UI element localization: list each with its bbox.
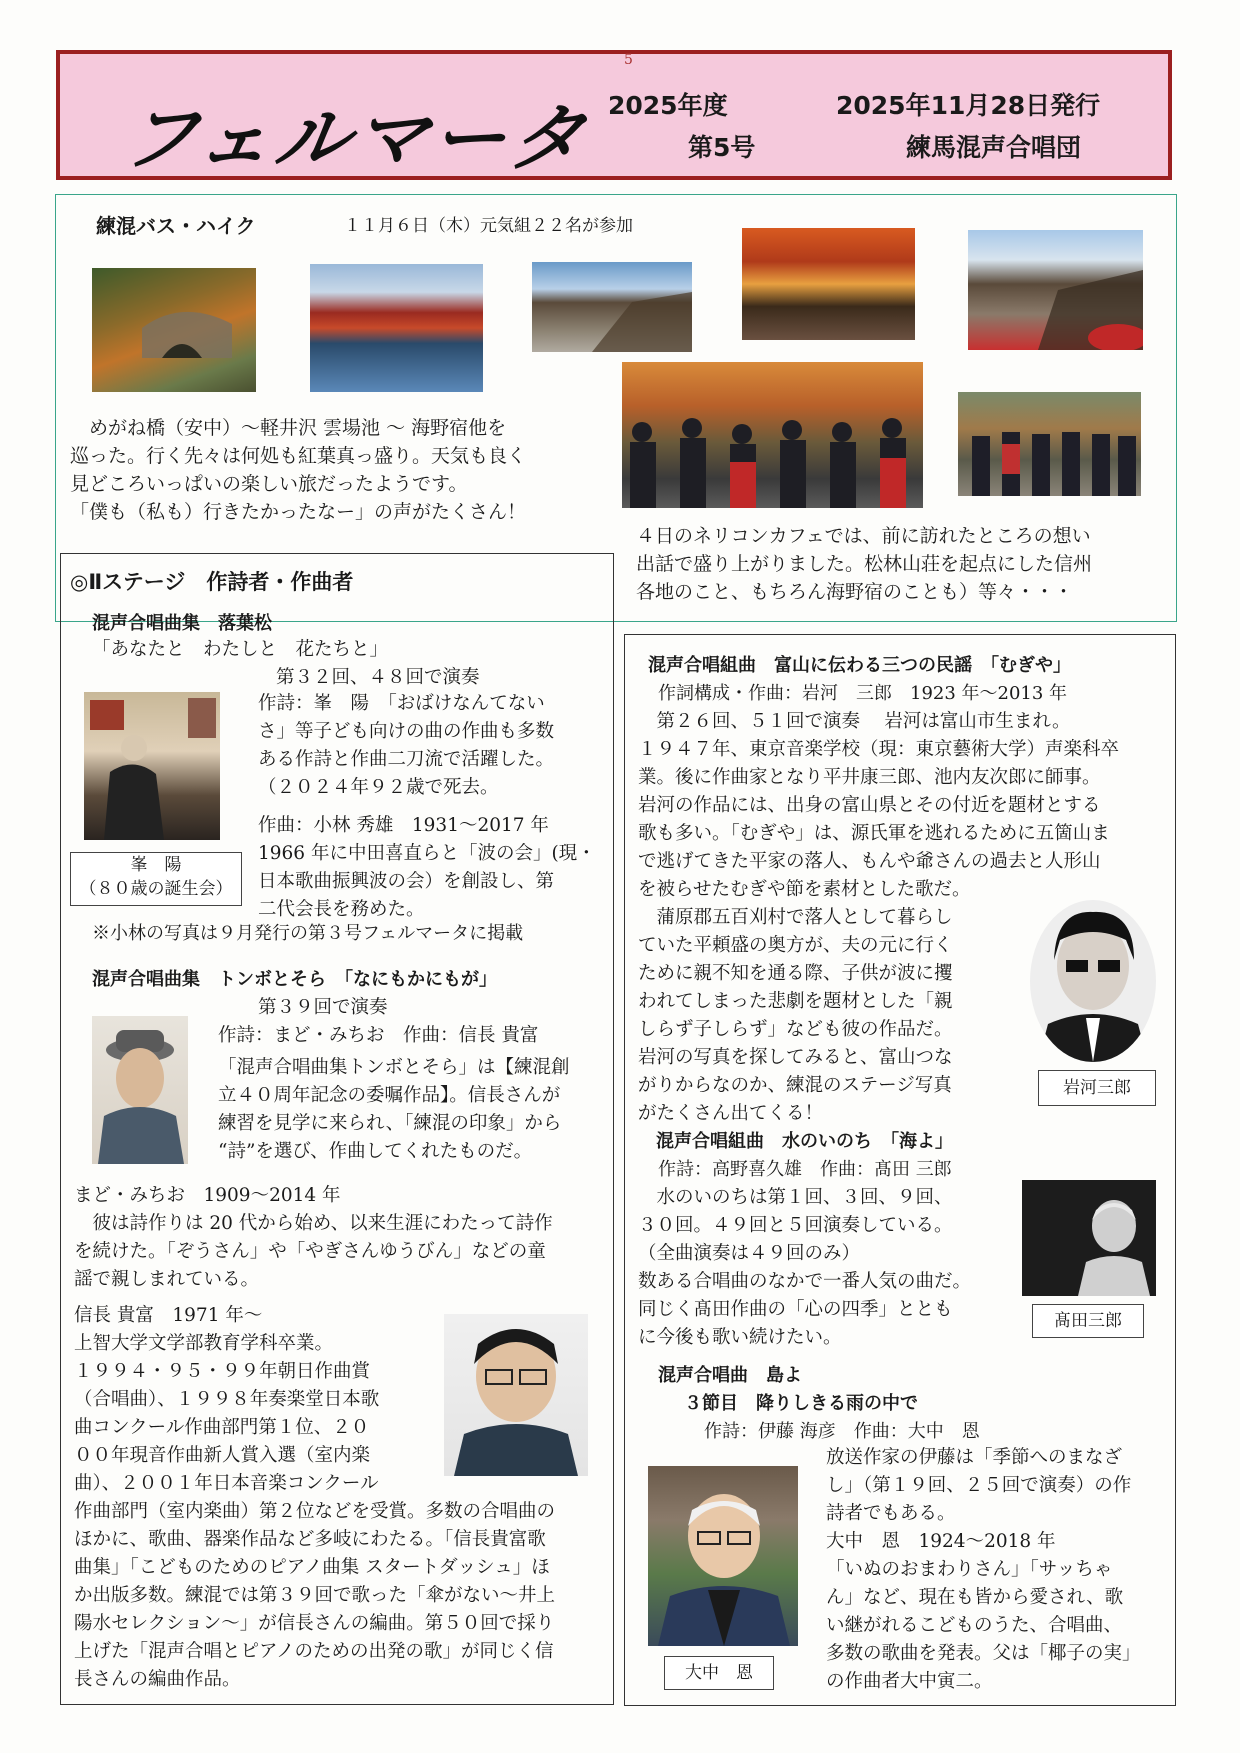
text-line: われてしまった悲劇を題材とした「親 xyxy=(638,991,953,1012)
karamatsu-performed: 第３２回、４８回で演奏 xyxy=(276,667,480,688)
mine-yo-photo xyxy=(84,692,220,840)
text-line: 各地のこと、もちろん海野宿のことも）等々・・・ xyxy=(636,581,1074,603)
text-line: （２０２４年９２歳で死去。 xyxy=(258,777,499,798)
section-title: ◎Ⅱステージ 作詩者・作曲者 xyxy=(70,570,354,594)
text-line: 数ある合唱曲のなかで一番人気の曲だ。 xyxy=(638,1271,972,1292)
text-line: 曲コンクール作曲部門第１位、２０ xyxy=(74,1417,370,1438)
text-line: ００年現音作曲新人賞入選（室内楽 xyxy=(74,1445,371,1466)
text-line: 作曲：小林 秀雄 1931～2017 年 xyxy=(258,815,549,836)
shima-text xyxy=(826,1444,1141,1696)
text-line: 岩河の作品には、出身の富山県とその付近を題材とする xyxy=(638,795,1101,816)
text-line: 日本歌曲振興波の会）を創設し、第 xyxy=(258,871,555,892)
karamatsu-title: 混声合唱曲集 落葉松 xyxy=(92,613,272,634)
text-line: 上げた「混声合唱とピアノのための出発の歌」が同じく信 xyxy=(74,1641,554,1662)
text-line: ３０回。４９回と５回演奏している。 xyxy=(638,1215,953,1236)
bus-hike-subtitle: １１月６日（木）元気組２２名が参加 xyxy=(344,216,633,236)
mizu-credits: 作詩：高野喜久雄 作曲：髙田 三郎 xyxy=(658,1159,952,1180)
publish-date: 2025年11月28日発行 xyxy=(836,91,1101,120)
text-line: ん」など、現在も皆から愛され、歌 xyxy=(826,1587,1124,1608)
unno-juku-street-photo xyxy=(532,262,692,352)
mine-yo-caption: 峯 陽 （８０歳の誕生会） xyxy=(70,852,242,906)
text-line: がりからなのか、練混のステージ写真 xyxy=(638,1075,952,1096)
text-line: 曲）、２００１年日本音楽コンクール xyxy=(74,1473,379,1494)
text-line: まど・みちお 1909～2014 年 xyxy=(74,1185,341,1206)
text-line: 作曲部門（室内楽曲）第２位などを受賞。多数の合唱曲の xyxy=(74,1501,556,1522)
text-line: 巡った。行く先々は何処も紅葉真っ盛り。天気も良く xyxy=(70,445,527,467)
text-line: 詩者でもある。 xyxy=(826,1503,956,1524)
karamatsu-song: 「あなたと わたしと 花たちと」 xyxy=(92,639,389,660)
text-line: に今後も歌い続けたい。 xyxy=(638,1327,842,1348)
fiscal-year: 2025年度 xyxy=(608,91,728,120)
text-line: がたくさん出てくる！ xyxy=(638,1103,824,1124)
text-line: 上智大学文学部教育学科卒業。 xyxy=(74,1333,334,1354)
text-line: か出版多数。練混では第３９回で歌った「傘がない～井上 xyxy=(74,1585,556,1606)
mugiya-credits: 作詞構成・作曲：岩河 三郎 1923 年～2013 年 xyxy=(658,683,1068,704)
kumoba-pond-photo xyxy=(310,264,483,392)
tonbo-performed: 第３９回で演奏 xyxy=(258,997,388,1018)
text-line: 「混声合唱曲集トンボとそら」は【練混創 xyxy=(218,1057,570,1078)
text-line: 二代会長を務めた。 xyxy=(258,899,425,920)
group-gathering-photo xyxy=(622,362,923,508)
tonbo-text xyxy=(218,1054,570,1166)
text-line: 蒲原郡五百刈村で落人として暮らし xyxy=(638,907,953,928)
mado-michio-photo xyxy=(92,1016,188,1164)
text-line: 長さんの編曲作品。 xyxy=(74,1669,241,1690)
text-line: 出話で盛り上がりました。松林山荘を起点にした信州 xyxy=(636,553,1093,575)
text-line: ある作詩と作曲二刀流で活躍した。 xyxy=(258,749,555,770)
page-mark: 5 xyxy=(624,52,633,68)
text-line: 見どころいっぱいの楽しい旅だったようです。 xyxy=(70,473,468,495)
takata-saburo-photo xyxy=(1022,1180,1156,1296)
text-line: 1966 年に中田喜直らと「波の会」(現・ xyxy=(258,843,596,864)
mugiya-title: 混声合唱組曲 富山に伝わる三つの民謡 「むぎや」 xyxy=(648,655,1071,676)
mugiya-text-wide xyxy=(638,708,1119,904)
text-line: （合唱曲）、１９９８年奏楽堂日本歌 xyxy=(74,1389,380,1410)
onaka-megumi-photo xyxy=(648,1466,798,1646)
text-line: 水のいのちは第１回、３回、９回、 xyxy=(638,1187,953,1208)
text-line: めがね橋（安中）～軽井沢 雲場池 ～ 海野宿他を xyxy=(70,417,507,439)
text-line: “詩”を選び、作曲してくれたものだ。 xyxy=(218,1141,533,1162)
mado-michio-text xyxy=(74,1182,553,1294)
tonbo-title: 混声合唱曲集 トンボとそら 「なにもかにもが」 xyxy=(92,969,497,990)
text-line: を被らせたむぎや節を素材とした歌だ。 xyxy=(638,879,971,900)
shima-subtitle: ３節目 降りしきる雨の中で xyxy=(684,1393,918,1414)
kobayashi-note: ※小林の写真は９月発行の第３号フェルマータに掲載 xyxy=(92,923,524,944)
mizu-title: 混声合唱組曲 水のいのち 「海よ」 xyxy=(656,1131,953,1152)
text-line: 大中 恩 1924～2018 年 xyxy=(826,1531,1056,1552)
autumn-leaves-photo xyxy=(742,228,915,340)
text-line: ていた平頼盛の奥方が、夫の元に行く xyxy=(638,935,953,956)
onaka-caption: 大中 恩 xyxy=(664,1656,774,1690)
shima-title: 混声合唱曲 島よ xyxy=(658,1365,802,1386)
text-line: 練習を見学に来られ、「練混の印象」から xyxy=(218,1113,562,1134)
text-line: 「いぬのおまわりさん」「サッちゃ xyxy=(826,1559,1113,1580)
text-line: い継がれるこどものうた、合唱曲、 xyxy=(826,1615,1123,1636)
text-line: し」（第１９回、２５回で演奏）の作 xyxy=(826,1475,1132,1496)
text-line: １９９４・９５・９９年朝日作曲賞 xyxy=(74,1361,371,1382)
text-line: 作詩：峯 陽 「おばけなんてない xyxy=(258,693,545,714)
text-line: 多数の歌曲を発表。父は「椰子の実」 xyxy=(826,1643,1141,1664)
newsletter-logo: フェルマータ xyxy=(117,96,594,182)
text-line: さ」等子ども向けの曲の作曲も多数 xyxy=(258,721,555,742)
text-line: 業。後に作曲家となり平井康三郎、池内友次郎に師事。 xyxy=(638,767,1101,788)
group-photo xyxy=(958,392,1141,496)
iwakawa-saburo-photo xyxy=(1030,900,1156,1062)
choir-name: 練馬混声合唱団 xyxy=(906,133,1082,162)
mugiya-text-narrow xyxy=(638,904,953,1128)
text-line: 岩河の写真を探してみると、富山つな xyxy=(638,1047,953,1068)
text-line: 放送作家の伊藤は「季節へのまなざ xyxy=(826,1447,1123,1468)
mizu-text xyxy=(638,1184,971,1352)
text-line: 彼は詩作りは 20 代から始め、以来生涯にわたって詩作 xyxy=(74,1213,553,1234)
bus-hike-title: 練混バス・ハイク xyxy=(96,214,256,238)
text-line: 歌も多い。「むぎや」は、源氏軍を逃れるために五箇山ま xyxy=(638,823,1110,844)
megane-bridge-photo xyxy=(92,268,256,392)
text-line: の作曲者大中寅二。 xyxy=(826,1671,993,1692)
nobunaga-text-wide xyxy=(74,1498,555,1694)
text-line: １９４７年、東京音楽学校（現：東京藝術大学）声楽科卒 xyxy=(638,739,1120,760)
bus-hike-text xyxy=(70,414,526,526)
iwakawa-caption: 岩河三郎 xyxy=(1038,1070,1156,1106)
text-line: 陽水セレクション～」が信長さんの編曲。第５０回で採り xyxy=(74,1613,555,1634)
cafe-text xyxy=(636,522,1092,606)
text-line: （全曲演奏は４９回のみ） xyxy=(638,1243,861,1264)
text-line: 謡で親しまれている。 xyxy=(74,1269,260,1290)
text-line: 「僕も（私も）行きたかったなー」の声がたくさん！ xyxy=(70,501,527,523)
takata-caption: 髙田三郎 xyxy=(1032,1304,1144,1338)
text-line: で逃げてきた平家の落人、もんや爺さんの過去と人形山 xyxy=(638,851,1101,872)
issue-number: 第5号 xyxy=(688,133,756,162)
text-line: 信長 貴富 1971 年～ xyxy=(74,1305,263,1326)
text-line: ４日のネリコンカフェでは、前に訪れたところの想い xyxy=(636,525,1091,547)
text-line: 第２６回、５１回で演奏 岩河は富山市生まれ。 xyxy=(638,711,1071,732)
text-line: 同じく髙田作曲の「心の四季」ととも xyxy=(638,1299,953,1320)
text-line: 立４０周年記念の委嘱作品】。信長さんが xyxy=(218,1085,561,1106)
text-line: 曲集」「こどものためのピアノ曲集 スタートダッシュ」ほ xyxy=(74,1557,550,1578)
nobunaga-photo xyxy=(444,1314,588,1476)
kobayashi-text xyxy=(258,812,596,924)
nobunaga-text-narrow xyxy=(74,1302,379,1498)
text-line: しらず子しらず」なども彼の作品だ。 xyxy=(638,1019,953,1040)
mine-yo-text xyxy=(258,690,554,802)
shima-credits: 作詩：伊藤 海彦 作曲：大中 恩 xyxy=(704,1421,980,1442)
text-line: ほかに、歌曲、器楽作品など多岐にわたる。「信長貴富歌 xyxy=(74,1529,546,1550)
text-line: ために親不知を通る際、子供が波に攫 xyxy=(638,963,953,984)
text-line: を続けた。「ぞうさん」や「やぎさんゆうびん」などの童 xyxy=(74,1241,546,1262)
tonbo-credits: 作詩：まど・みちお 作曲：信長 貴富 xyxy=(218,1025,539,1046)
old-town-photo xyxy=(968,230,1143,350)
